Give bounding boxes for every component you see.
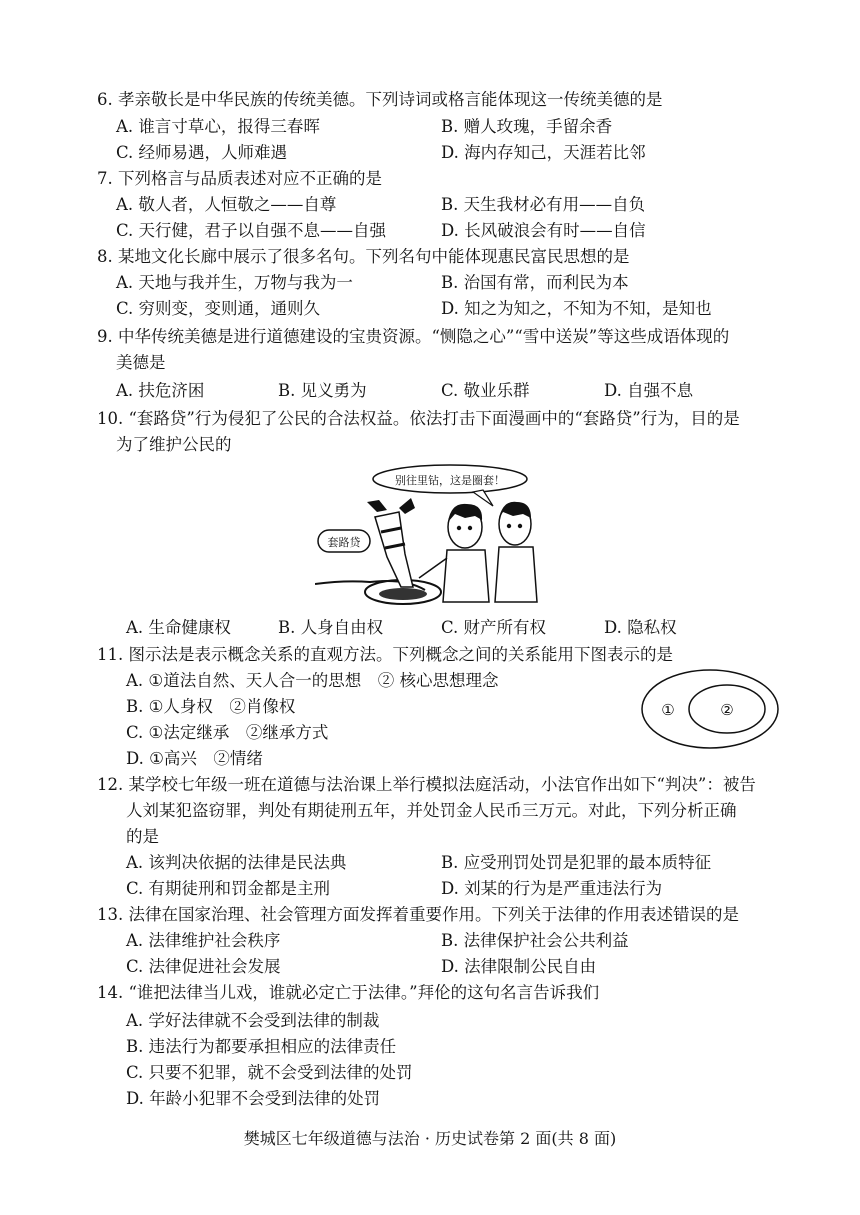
q11-option-b: B. ①人身权 ②肖像权 bbox=[126, 697, 296, 716]
q14-option-c: C. 只要不犯罪，就不会受到法律的处罚 bbox=[126, 1063, 413, 1082]
q9-stem-line1: 9. 中华传统美德是进行道德建设的宝贵资源。“恻隐之心”“雪中送炭”等这些成语体现的 bbox=[97, 327, 730, 346]
q9-option-a: A. 扶危济困 bbox=[116, 381, 205, 400]
hole bbox=[379, 588, 427, 600]
q7-option-b: B. 天生我材必有用——自负 bbox=[441, 195, 646, 214]
q6-stem: 6. 孝亲敬长是中华民族的传统美德。下列诗词或格言能体现这一传统美德的是 bbox=[97, 90, 663, 109]
q11-option-d: D. ①高兴 ②情绪 bbox=[126, 749, 263, 768]
q14-option-b: B. 违法行为都要承担相应的法律责任 bbox=[126, 1037, 397, 1056]
q8-option-a: A. 天地与我并生，万物与我为一 bbox=[116, 273, 353, 292]
speech-bubble-text: 别往里钻，这是圈套！ bbox=[395, 474, 505, 487]
q10-option-d: D. 隐私权 bbox=[604, 618, 677, 637]
q14-option-d: D. 年龄小犯罪不会受到法律的处罚 bbox=[126, 1089, 381, 1108]
q11-stem: 11. 图示法是表示概念关系的直观方法。下列概念之间的关系能用下图表示的是 bbox=[97, 645, 673, 664]
q6-option-a: A. 谁言寸草心，报得三春晖 bbox=[116, 117, 320, 136]
q6-option-b: B. 赠人玫瑰，手留余香 bbox=[441, 117, 613, 136]
q11-option-c: C. ①法定继承 ②继承方式 bbox=[126, 723, 329, 742]
diving-person bbox=[375, 512, 413, 587]
venn-inner-label: ② bbox=[720, 701, 734, 719]
venn-outer-label: ① bbox=[661, 701, 675, 719]
q12-stem-line3: 的是 bbox=[126, 827, 159, 846]
q9-option-c: C. 敬业乐群 bbox=[441, 381, 530, 400]
q12-option-c: C. 有期徒刑和罚金都是主刑 bbox=[126, 879, 331, 898]
q8-option-d: D. 知之为知之，不知为不知，是知也 bbox=[441, 299, 712, 318]
q13-option-c: C. 法律促进社会发展 bbox=[126, 957, 281, 976]
q8-option-b: B. 治国有常，而利民为本 bbox=[441, 273, 629, 292]
q9-option-d: D. 自强不息 bbox=[604, 381, 694, 400]
q13-stem: 13. 法律在国家治理、社会管理方面发挥着重要作用。下列关于法律的作用表述错误的是 bbox=[97, 905, 739, 924]
q10-stem-line1: 10. “套路贷”行为侵犯了公民的合法权益。依法打击下面漫画中的“套路贷”行为，目的是 bbox=[97, 409, 740, 428]
q12-stem-line2: 人刘某犯盗窃罪，判处有期徒刑五年，并处罚金人民币三万元。对此，下列分析正确 bbox=[126, 801, 737, 820]
q6-option-c: C. 经师易遇，人师难遇 bbox=[116, 143, 288, 162]
bystander-1 bbox=[419, 504, 489, 602]
q13-option-d: D. 法律限制公民自由 bbox=[441, 957, 597, 976]
q7-option-c: C. 天行健，君子以自强不息——自强 bbox=[116, 221, 387, 240]
q6-option-d: D. 海内存知己，天涯若比邻 bbox=[441, 143, 646, 162]
q12-stem-line1: 12. 某学校七年级一班在道德与法治课上举行模拟法庭活动，小法官作出如下“判决”：被告 bbox=[97, 775, 756, 794]
q12-option-a: A. 该判决依据的法律是民法典 bbox=[126, 853, 347, 872]
q8-stem: 8. 某地文化长廊中展示了很多名句。下列名句中能体现惠民富民思想的是 bbox=[97, 247, 630, 266]
q12-option-d: D. 刘某的行为是严重违法行为 bbox=[441, 879, 663, 898]
q9-option-b: B. 见义勇为 bbox=[278, 381, 367, 400]
q7-option-d: D. 长风破浪会有时——自信 bbox=[441, 221, 646, 240]
q7-stem: 7. 下列格言与品质表述对应不正确的是 bbox=[97, 169, 382, 188]
q10-option-c: C. 财产所有权 bbox=[441, 618, 547, 637]
q7-option-a: A. 敬人者，人恒敬之——自尊 bbox=[116, 195, 337, 214]
tag-bubble-text: 套路贷 bbox=[327, 536, 361, 549]
q11-option-a: A. ①道法自然、天人合一的思想 ② 核心思想理念 bbox=[126, 671, 499, 690]
q10-option-b: B. 人身自由权 bbox=[278, 618, 384, 637]
q10-option-a: A. 生命健康权 bbox=[126, 618, 231, 637]
q8-option-c: C. 穷则变，变则通，通则久 bbox=[116, 299, 321, 318]
bystander-2 bbox=[495, 502, 537, 602]
q14-stem: 14. “谁把法律当儿戏，谁就必定亡于法律。”拜伦的这句名言告诉我们 bbox=[97, 983, 600, 1002]
q12-option-b: B. 应受刑罚处罚是犯罪的最本质特征 bbox=[441, 853, 712, 872]
q9-stem-line2: 美德是 bbox=[116, 353, 166, 372]
q14-option-a: A. 学好法律就不会受到法律的制裁 bbox=[126, 1011, 380, 1030]
q10-stem-line2: 为了维护公民的 bbox=[116, 435, 232, 454]
q13-option-b: B. 法律保护社会公共利益 bbox=[441, 931, 629, 950]
venn-diagram bbox=[640, 668, 780, 750]
q13-option-a: A. 法律维护社会秩序 bbox=[126, 931, 281, 950]
cartoon-illustration bbox=[315, 462, 565, 612]
page-footer: 樊城区七年级道德与法治 · 历史试卷第 2 面(共 8 面) bbox=[243, 1129, 617, 1148]
